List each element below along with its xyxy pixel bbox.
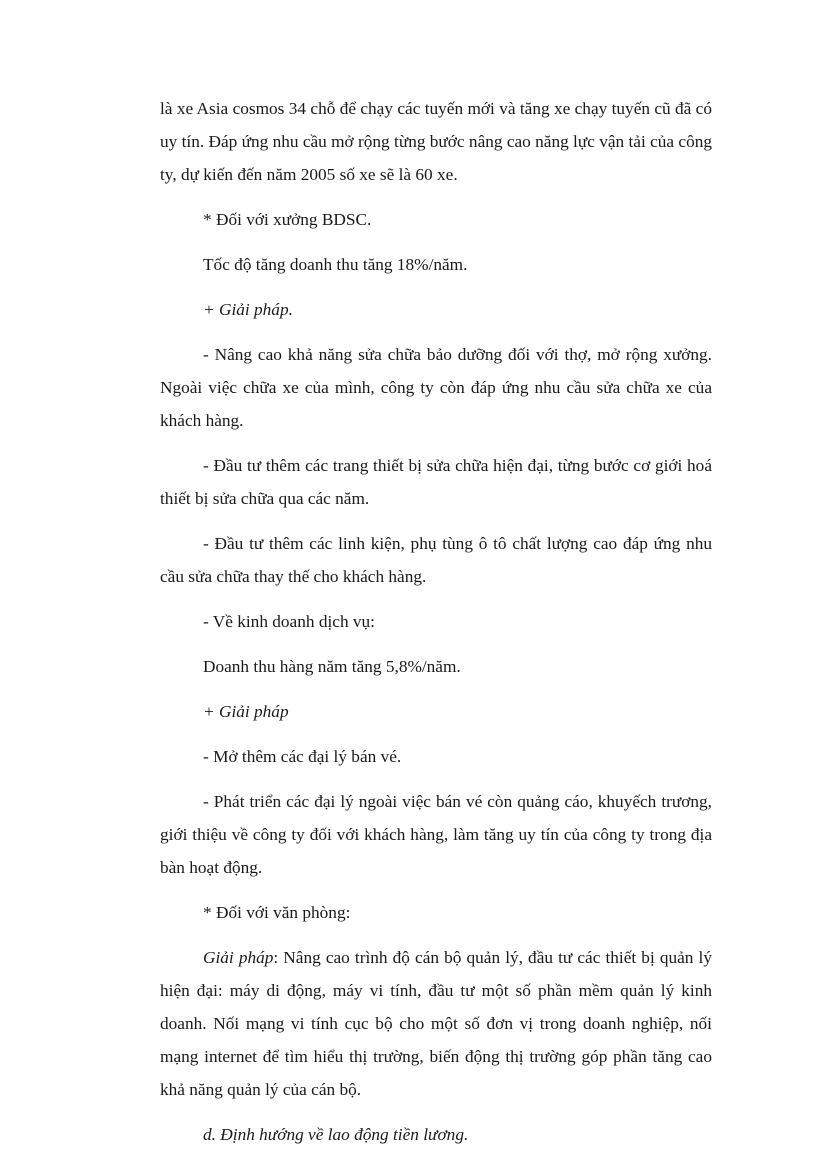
section-heading-office: * Đối với văn phòng: — [203, 903, 351, 922]
paragraph-office-solution — [160, 941, 712, 1106]
list-item: - Phát triển các đại lý ngoài việc bán vé còn quảng cáo, khuyếch trương, giới thiệu về công ty đối với khách hàng, làm tăng uy tín của công ty trong địa bàn hoạt động. — [160, 792, 712, 877]
paragraph-annual-revenue: Doanh thu hàng năm tăng 5,8%/năm. — [203, 657, 461, 676]
solution-heading: + Giải pháp — [203, 702, 289, 721]
solution-label: Giải pháp — [203, 948, 274, 967]
subsection-heading-labor: d. Định hướng về lao động tiền lương. — [203, 1125, 469, 1144]
list-item: - Đầu tư thêm các trang thiết bị sửa chữa hiện đại, từng bước cơ giới hoá thiết bị sửa chữa qua các năm. — [160, 456, 712, 508]
solution-heading: + Giải pháp. — [203, 300, 293, 319]
list-item: - Đầu tư thêm các linh kiện, phụ tùng ô tô chất lượng cao đáp ứng nhu cầu sửa chữa thay thế cho khách hàng. — [160, 534, 712, 586]
solution-text: : Nâng cao trình độ cán bộ quản lý, đầu tư các thiết bị quản lý hiện đại: máy di động, máy vi tính, đầu tư một số phần mềm quản lý kinh doanh. Nối mạng vi tính cục bộ cho một số đơn vị trong doanh nghiệp, nối mạng internet để tìm hiểu thị trường, biến động thị trường góp phần tăng cao khả năng quản lý của cán bộ. — [160, 948, 712, 1099]
paragraph-revenue-growth: Tốc độ tăng doanh thu tăng 18%/năm. — [203, 255, 468, 274]
section-heading-workshop: * Đối với xưởng BDSC. — [203, 210, 372, 229]
list-item: - Nâng cao khả năng sửa chữa bảo dưỡng đối với thợ, mở rộng xưởng. Ngoài việc chữa xe của mình, công ty còn đáp ứng nhu cầu sửa chữa xe của khách hàng. — [160, 345, 712, 430]
paragraph-continuation: là xe Asia cosmos 34 chỗ để chạy các tuyến mới và tăng xe chạy tuyến cũ đã có uy tín. Đáp ứng nhu cầu mở rộng từng bước nâng cao năng lực vận tải của công ty, dự kiến đến năm 2005 số xe sẽ là 60 xe. — [160, 99, 712, 184]
section-heading-services: - Về kinh doanh dịch vụ: — [203, 612, 375, 631]
list-item: - Mở thêm các đại lý bán vé. — [203, 747, 402, 766]
